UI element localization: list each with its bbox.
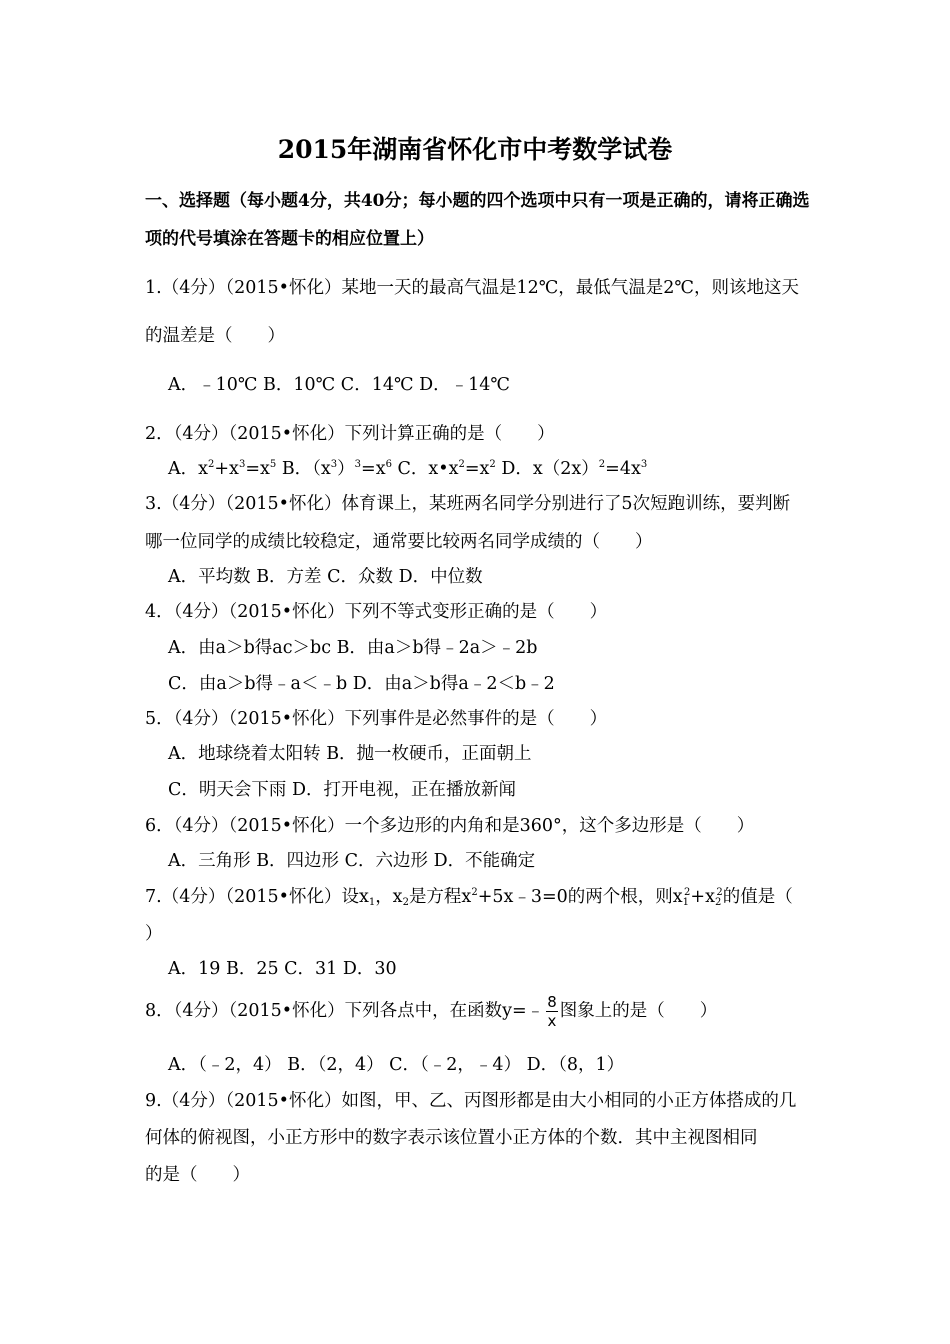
q7-exp: 2: [716, 887, 723, 898]
q7-text: 的值是（: [722, 887, 793, 907]
q7-subscript: 1: [682, 897, 690, 908]
q8-fraction-numerator: 8: [547, 993, 557, 1011]
q8-text: 图象上的是（ ）: [559, 1001, 718, 1021]
q2-exp: 2: [598, 459, 606, 470]
q7-subscript: 2: [714, 897, 722, 908]
q3-line1: 3.（4分）（2015•怀化）体育课上，某班两名同学分别进行了5次短跑训练，要判断: [145, 494, 791, 514]
q9-line2: 何体的俯视图，小正方形中的数字表示该位置小正方体的个数．其中主视图相同: [145, 1128, 758, 1148]
q2-options: [168, 455, 647, 480]
q1-options: A．﹣10℃ B．10℃ C．14℃ D．﹣14℃: [168, 375, 510, 395]
q2-text: =x: [361, 459, 386, 479]
q4-options2: C．由a＞b得﹣a＜﹣b D．由a＞b得a﹣2＜b﹣2: [168, 674, 555, 694]
q7-text: ，x: [375, 887, 403, 907]
q2-exp: 2: [458, 459, 465, 470]
q3-line2: 哪一位同学的成绩比较稳定，通常要比较两名同学成绩的（ ）: [145, 532, 653, 552]
q2-exp: 3: [354, 459, 362, 470]
q2-text: =x: [245, 459, 270, 479]
q2-text: +x: [214, 459, 239, 479]
exam-title: 2015年湖南省怀化市中考数学试卷: [277, 135, 673, 164]
q7-text: 是方程x: [408, 887, 472, 907]
q7-text: +5x﹣3=0的两个根，则x: [477, 887, 683, 907]
q7-options: A．19 B．25 C．31 D．30: [168, 959, 397, 979]
q8-options: A．（﹣2，4） B．（2，4） C．（﹣2，﹣4） D．（8，1）: [168, 1055, 625, 1075]
q8-fraction-denominator: x: [547, 1012, 557, 1030]
q2-exp: 2: [208, 459, 215, 470]
q1-line2: 的温差是（ ）: [145, 326, 285, 346]
q4-options1: A．由a＞b得ac＞bc B．由a＞b得﹣2a＞﹣2b: [168, 638, 538, 658]
q4-stem: 4．（4分）（2015•怀化）下列不等式变形正确的是（ ）: [145, 602, 608, 622]
q2-exp: 3: [640, 459, 648, 470]
q1-line1: 1.（4分）（2015•怀化）某地一天的最高气温是12℃，最低气温是2℃，则该地这天: [145, 278, 799, 298]
q3-options: A．平均数 B．方差 C．众数 D．中位数: [168, 567, 483, 587]
q8-stem: [145, 993, 717, 1030]
q6-options: A．三角形 B．四边形 C．六边形 D．不能确定: [168, 851, 536, 871]
q7-text: +x: [690, 887, 715, 907]
q5-options2: C．明天会下雨 D．打开电视，正在播放新闻: [168, 780, 516, 800]
q7-exp: 2: [471, 887, 478, 898]
section-heading: 一、选择题（每小题4分，共40分；每小题的四个选项中只有一项是正确的，请将正确选项的代号填涂在答题卡的相应位置上）: [145, 191, 810, 249]
q2-optA: A．x: [168, 459, 209, 479]
q5-options1: A．地球绕着太阳转 B．抛一枚硬币，正面朝上: [168, 744, 532, 764]
q2-exp: 2: [489, 459, 496, 470]
q2-exp: 6: [385, 459, 392, 470]
q9-line1: 9.（4分）（2015•怀化）如图，甲、乙、丙图形都是由大小相同的小正方体搭成的几: [145, 1091, 797, 1111]
q2-optC: C．x•x: [397, 459, 459, 479]
q2-stem: 2．（4分）（2015•怀化）下列计算正确的是（ ）: [145, 424, 555, 444]
q2-optD: D．x（2x）: [501, 459, 599, 479]
q2-optB: B．（x: [281, 459, 331, 479]
q9-line3: 的是（ ）: [145, 1165, 250, 1185]
q6-stem: 6．（4分）（2015•怀化）一个多边形的内角和是360°，这个多边形是（ ）: [145, 816, 755, 836]
q7-subscript: 2: [402, 897, 409, 908]
q7-exp: 2: [684, 887, 691, 898]
q7-text: 7.（4分）（2015•怀化）设x: [145, 887, 369, 907]
q8-text: 8．（4分）（2015•怀化）下列各点中，在函数y=﹣: [145, 1001, 545, 1021]
q7-subscript: 1: [368, 897, 376, 908]
q2-exp: 3: [238, 459, 246, 470]
q2-text: =x: [464, 459, 490, 479]
q2-text: =4x: [605, 459, 641, 479]
q8-fraction: [546, 993, 558, 1030]
q5-stem: 5．（4分）（2015•怀化）下列事件是必然事件的是（ ）: [145, 709, 608, 729]
q2-exp: 3: [330, 459, 338, 470]
q7-line2: ）: [145, 924, 163, 944]
q2-text: ）: [337, 459, 355, 479]
q7-line1: [145, 883, 793, 908]
q2-exp: 5: [269, 459, 277, 470]
